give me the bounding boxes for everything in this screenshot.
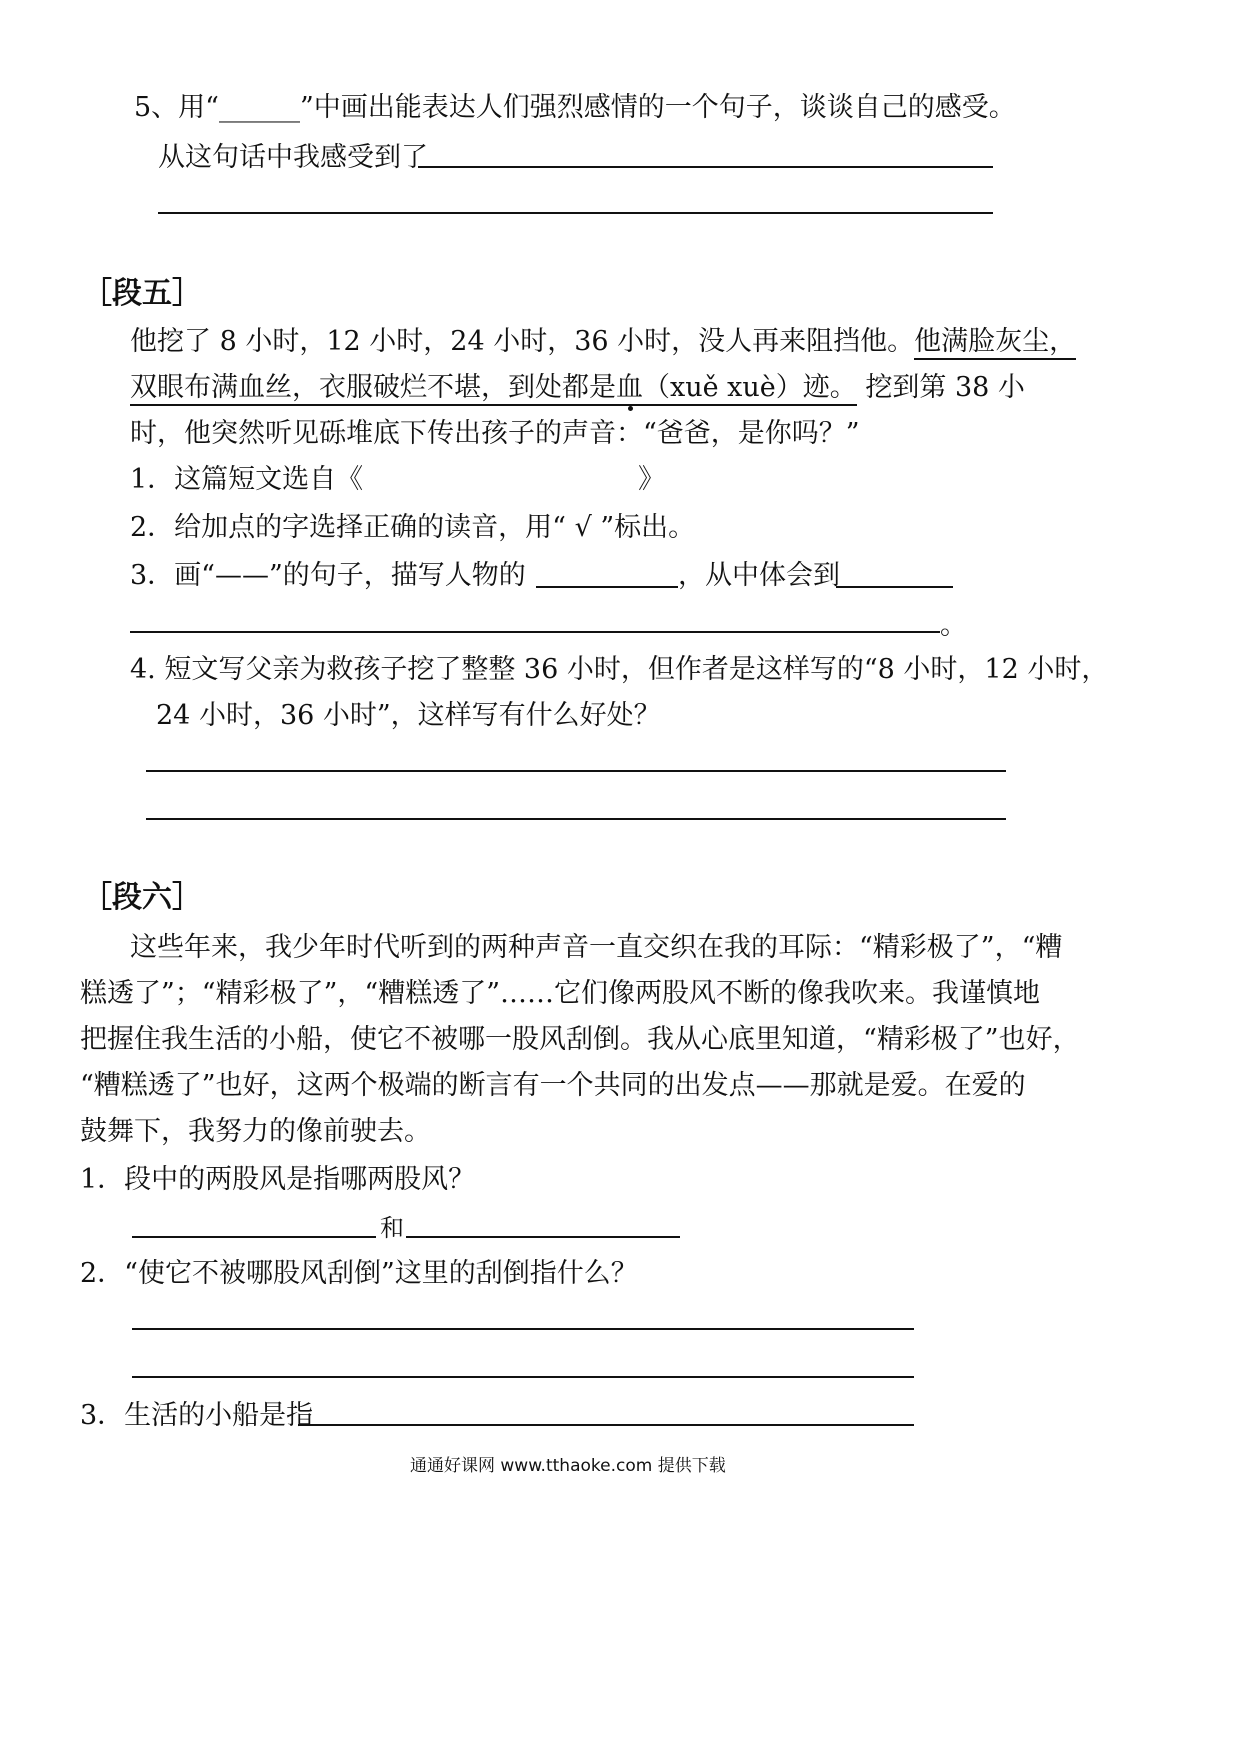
answer-line[interactable] <box>132 1376 914 1378</box>
section5-para-line3: 时，他突然听见砾堆底下传出孩子的声音：“爸爸，是你吗？” <box>130 418 860 449</box>
q5-line1: 5、用“______”中画出能表达人们强烈感情的一个句子，谈谈自己的感受。 <box>134 92 1016 123</box>
section5-q2: 2．给加点的字选择正确的读音，用“ √ ”标出。 <box>130 512 696 543</box>
q5-prompt: 从这句话中我感受到了 <box>158 142 428 173</box>
section5-q1-end: 》 <box>638 464 665 495</box>
section6-heading: ［段六］ <box>82 880 202 915</box>
section5-heading: ［段五］ <box>82 276 202 311</box>
section6-para-line2: 糕透了”；“精彩极了”，“糟糕透了”……它们像两股风不断的像我吹来。我谨慎地 <box>80 978 1041 1009</box>
pinyin-options[interactable]: （xuě xuè）迹。 <box>643 372 857 403</box>
answer-line[interactable] <box>158 212 993 214</box>
section6-para-line5: 鼓舞下，我努力的像前驶去。 <box>80 1116 431 1147</box>
underlined-sentence <box>130 372 857 406</box>
section5-para-line1 <box>130 324 1076 360</box>
section6-q2: 2．“使它不被哪股风刮倒”这里的刮倒指什么？ <box>80 1258 638 1289</box>
section5-para-line2 <box>130 370 1025 406</box>
para-text: 挖到第 38 小 <box>856 372 1025 403</box>
section5-q1: 1．这篇短文选自《 <box>130 464 364 495</box>
section5-q4-line2: 24 小时，36 小时”，这样写有什么好处？ <box>156 700 661 731</box>
section6-para-line4: “糟糕透了”也好，这两个极端的断言有一个共同的出发点——那就是爱。在爱的 <box>80 1070 1026 1101</box>
answer-line[interactable] <box>132 1236 376 1238</box>
answer-line[interactable] <box>130 631 940 633</box>
answer-line[interactable] <box>536 586 678 588</box>
underlined-sentence: 他满脸灰尘， <box>914 326 1076 360</box>
answer-line[interactable] <box>298 1424 914 1426</box>
section5-q3-b: ，从中体会到 <box>678 560 840 591</box>
answer-line[interactable] <box>836 586 953 588</box>
section5-q4-line1: 4. 短文写父亲为救孩子挖了整整 36 小时，但作者是这样写的“8 小时，12 小时， <box>130 654 1109 685</box>
answer-line[interactable] <box>418 166 993 168</box>
section6-para-line3: 把握住我生活的小船，使它不被哪一股风刮倒。我从心底里知道，“精彩极了”也好， <box>80 1024 1080 1055</box>
answer-line[interactable] <box>132 1328 914 1330</box>
section6-q1-and: 和 <box>380 1214 404 1242</box>
dotted-char: 血 <box>616 372 643 403</box>
answer-line[interactable] <box>406 1236 680 1238</box>
answer-line[interactable] <box>146 770 1006 772</box>
section6-q1: 1．段中的两股风是指哪两股风？ <box>80 1164 476 1195</box>
section6-para-line1: 这些年来，我少年时代听到的两种声音一直交织在我的耳际：“精彩极了”，“糟 <box>130 932 1063 963</box>
section5-q3-end: 。 <box>940 610 967 641</box>
footer-text: 通通好课网 www.tthaoke.com 提供下载 <box>410 1456 726 1476</box>
para-text: 双眼布满血丝，衣服破烂不堪，到处都是 <box>130 372 616 403</box>
section6-q3: 3．生活的小船是指 <box>80 1400 314 1431</box>
para-text: 他挖了 8 小时，12 小时，24 小时，36 小时，没人再来阻挡他。 <box>130 326 915 357</box>
section5-q3-a: 3．画“——”的句子，描写人物的 <box>130 560 526 591</box>
answer-line[interactable] <box>146 818 1006 820</box>
